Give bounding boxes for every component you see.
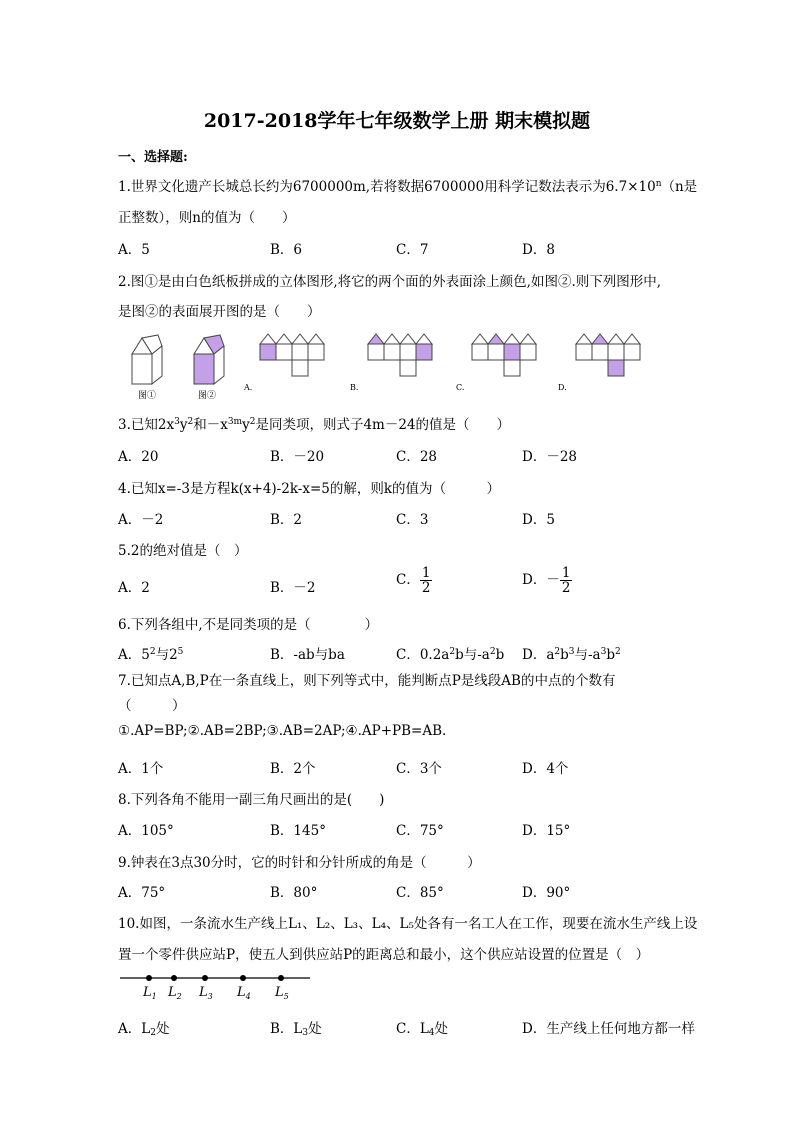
q3-option-c: C．28 <box>396 449 438 465</box>
point-l3 <box>202 975 208 981</box>
q9-option-b: B．80° <box>270 885 318 901</box>
q4-option-c: C．3 <box>396 512 429 528</box>
q5-option-b: B．－2 <box>270 580 316 596</box>
label-l5: $L_5$ <box>275 985 289 1001</box>
q9-option-a: A．75° <box>118 885 166 901</box>
option-b-label: B. <box>350 383 359 392</box>
q6-option-a: A．$5^2$与$2^5$ <box>118 647 184 663</box>
point-l5 <box>278 975 284 981</box>
q2-figures <box>118 330 658 402</box>
label-l3: $L_3$ <box>199 985 213 1001</box>
q5-option-a: A．2 <box>118 580 150 596</box>
q9-option-c: C．85° <box>396 885 444 901</box>
q1-option-c: C．7 <box>396 242 429 258</box>
q10-option-b: B．$L_3$处 <box>270 1021 322 1038</box>
section-heading: 一、选择题: <box>118 150 188 165</box>
question-7-line-2: （ ） <box>118 698 186 714</box>
option-d-label: D. <box>558 383 567 392</box>
q4-option-b: B．2 <box>270 512 303 528</box>
q3-option-b: B．－20 <box>270 449 325 465</box>
question-3: 3.已知$2x^3y^2$和$-x^{3m}y^2$是同类项，则式子4m－24的值是（ ） <box>118 417 511 433</box>
option-a-label: A. <box>244 383 253 392</box>
q5-option-d: D．－ $\frac{1}{2}$ <box>522 565 571 597</box>
q4-option-d: D．5 <box>522 512 555 528</box>
question-10-line-2: 置一个零件供应站P，使五人到供应站P的距离总和最小，这个供应站设置的位置是（ ） <box>118 947 650 963</box>
question-5: 5.2的绝对值是（ ） <box>118 543 248 559</box>
q6-option-c: C．$0.2a^2b$与$-a^2b$ <box>396 647 505 663</box>
q10-option-d: D．生产线上任何地方都一样 <box>522 1021 695 1037</box>
point-l2 <box>171 975 177 981</box>
question-7-line-3: ①.AP=BP;②.AB=2BP;③.AB=2AP;④.AP+PB=AB. <box>118 723 447 739</box>
q4-option-a: A．－2 <box>118 512 164 528</box>
label-l1: $L_1$ <box>143 985 157 1001</box>
net-option-a <box>260 334 324 376</box>
figure-2-prism <box>194 335 224 384</box>
q5-option-c: C． $\frac{1}{2}$ <box>396 565 431 597</box>
label-l2: $L_2$ <box>168 985 182 1001</box>
q7-option-c: C．3个 <box>396 761 442 777</box>
figure-2-label: 图② <box>198 391 217 401</box>
page-title: 2017-2018学年七年级数学上册 期末模拟题 <box>203 110 591 132</box>
q10-option-a: A．$L_2$处 <box>118 1021 170 1038</box>
q9-option-d: D．90° <box>522 885 571 901</box>
q1-option-b: B．6 <box>270 242 303 258</box>
question-6: 6.下列各组中,不是同类项的是（ ） <box>118 617 379 633</box>
q10-option-c: C．$L_4$处 <box>396 1021 449 1038</box>
label-l4: $L_4$ <box>237 985 251 1001</box>
q1-option-d: D．8 <box>522 242 555 258</box>
q3-option-d: D．－28 <box>522 449 578 465</box>
question-2-line-2: 是图②的表面展开图的是（ ） <box>118 304 321 320</box>
question-9: 9.钟表在3点30分时，它的时针和分针所成的角是（ ） <box>118 855 481 871</box>
question-1-line-2: 正整数），则n的值为（ ） <box>118 210 296 226</box>
q8-option-b: B．145° <box>270 823 326 839</box>
figure-1-label: 图① <box>138 391 157 401</box>
q8-option-d: D．15° <box>522 823 571 839</box>
question-7-line-1: 7.已知点A,B,P在一条直线上，则下列等式中，能判断点P是线段AB的中点的个数有 <box>118 673 616 689</box>
q7-option-d: D．4个 <box>522 761 569 777</box>
option-c-label: C. <box>456 383 465 392</box>
q6-option-b: B．-ab与ba <box>270 647 345 663</box>
net-option-c <box>472 334 536 376</box>
question-8: 8.下列各角不能用一副三角尺画出的是( ) <box>118 792 385 808</box>
q6-option-d: D．$a^2b^3$与$-a^3b^2$ <box>522 647 621 663</box>
q3-option-a: A．20 <box>118 449 159 465</box>
point-l4 <box>240 975 246 981</box>
question-10-line-1: 10.如图，一条流水生产线上L₁、L₂、L₃、L₄、L₅处各有一名工人在工作，现要在流水生产线上设 <box>118 916 698 932</box>
net-option-b <box>368 334 432 376</box>
q7-option-a: A．1个 <box>118 761 164 777</box>
question-4: 4.已知x=-3是方程k(x+4)-2k-x=5的解，则k的值为（ ） <box>118 481 501 497</box>
q7-option-b: B．2个 <box>270 761 316 777</box>
q8-option-a: A．105° <box>118 823 174 839</box>
point-l1 <box>146 975 152 981</box>
q8-option-c: C．75° <box>396 823 444 839</box>
question-2-line-1: 2.图①是由白色纸板拼成的立体图形,将它的两个面的外表面涂上颜色,如图②.则下列图形中, <box>118 274 662 290</box>
figure-1-prism <box>132 335 162 384</box>
production-line-figure <box>118 968 318 1004</box>
question-1-line-1: 1.世界文化遗产长城总长约为6700000m,若将数据6700000用科学记数法表示为$6.7\times 10^n(n$是 <box>118 179 698 195</box>
q1-option-a: A．5 <box>118 242 150 258</box>
net-option-d <box>576 334 640 376</box>
